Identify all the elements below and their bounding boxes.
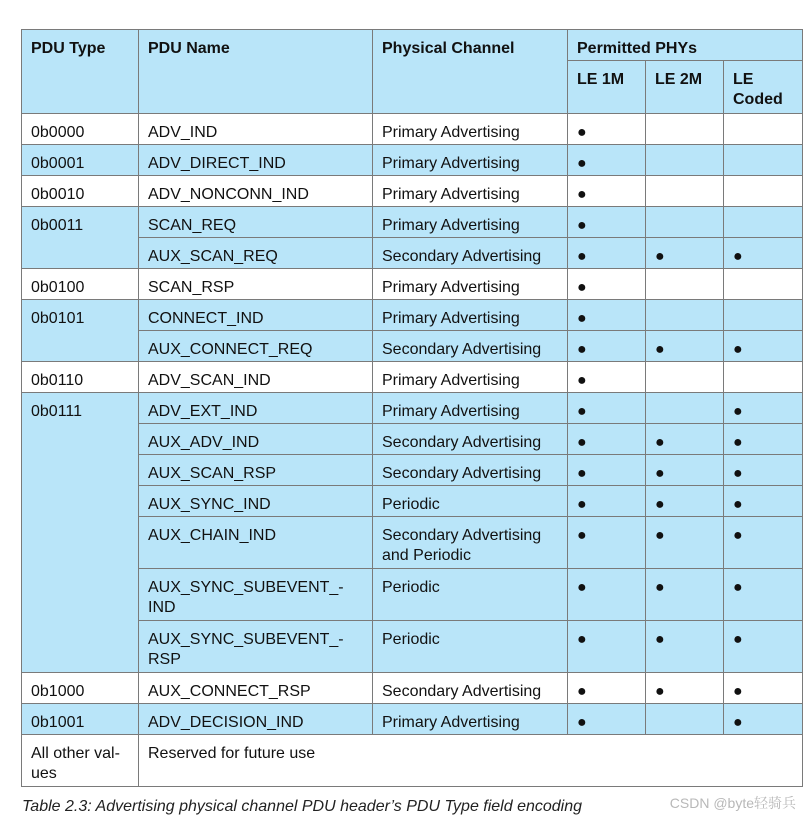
le2m-cell bbox=[646, 569, 724, 621]
table-row bbox=[22, 238, 803, 269]
le2m-cell bbox=[646, 176, 724, 207]
table-row bbox=[22, 269, 803, 300]
bullet-icon: ● bbox=[655, 631, 665, 648]
le2m-cell bbox=[646, 517, 724, 569]
pdu-type-cell: 0b0101 bbox=[22, 300, 139, 362]
physical-channel-cell: Primary Advertising bbox=[373, 704, 568, 735]
le1m-cell bbox=[568, 362, 646, 393]
physical-channel-cell: Secondary Advertising bbox=[373, 424, 568, 455]
bullet-icon: ● bbox=[577, 527, 587, 544]
header-le-2m: LE 2M bbox=[646, 61, 724, 114]
le1m-cell bbox=[568, 424, 646, 455]
header-le-1m: LE 1M bbox=[568, 61, 646, 114]
le2m-cell bbox=[646, 486, 724, 517]
table-row bbox=[22, 207, 803, 238]
lecoded-cell bbox=[724, 269, 803, 300]
table-body bbox=[22, 114, 803, 735]
reserved-text: Reserved for future use bbox=[139, 735, 803, 787]
table-row bbox=[22, 424, 803, 455]
pdu-type-cell: 0b1000 bbox=[22, 673, 139, 704]
physical-channel-cell: Primary Advertising bbox=[373, 393, 568, 424]
le1m-cell bbox=[568, 517, 646, 569]
bullet-icon: ● bbox=[577, 310, 587, 327]
le2m-cell bbox=[646, 269, 724, 300]
le2m-cell bbox=[646, 424, 724, 455]
lecoded-cell bbox=[724, 621, 803, 673]
le1m-cell bbox=[568, 704, 646, 735]
lecoded-cell bbox=[724, 673, 803, 704]
le2m-cell bbox=[646, 455, 724, 486]
le1m-cell bbox=[568, 486, 646, 517]
pdu-name-cell: ADV_DIRECT_IND bbox=[139, 145, 373, 176]
lecoded-cell bbox=[724, 145, 803, 176]
lecoded-cell bbox=[724, 238, 803, 269]
table-row bbox=[22, 176, 803, 207]
lecoded-cell bbox=[724, 331, 803, 362]
lecoded-cell bbox=[724, 424, 803, 455]
le1m-cell bbox=[568, 331, 646, 362]
le1m-cell bbox=[568, 238, 646, 269]
lecoded-cell bbox=[724, 114, 803, 145]
physical-channel-cell: Primary Advertising bbox=[373, 269, 568, 300]
bullet-icon: ● bbox=[733, 248, 743, 265]
le2m-cell bbox=[646, 393, 724, 424]
bullet-icon: ● bbox=[577, 434, 587, 451]
le1m-cell bbox=[568, 145, 646, 176]
bullet-icon: ● bbox=[733, 434, 743, 451]
bullet-icon: ● bbox=[577, 186, 587, 203]
pdu-name-cell: AUX_SYNC_SUBEVENT_-IND bbox=[139, 569, 373, 621]
bullet-icon: ● bbox=[733, 403, 743, 420]
pdu-name-cell: AUX_SCAN_REQ bbox=[139, 238, 373, 269]
le2m-cell bbox=[646, 145, 724, 176]
bullet-icon: ● bbox=[733, 714, 743, 731]
pdu-name-cell: AUX_CONNECT_RSP bbox=[139, 673, 373, 704]
le1m-cell bbox=[568, 207, 646, 238]
physical-channel-cell: Primary Advertising bbox=[373, 362, 568, 393]
physical-channel-cell: Primary Advertising bbox=[373, 145, 568, 176]
bullet-icon: ● bbox=[577, 155, 587, 172]
pdu-type-cell: 0b0100 bbox=[22, 269, 139, 300]
bullet-icon: ● bbox=[655, 579, 665, 596]
lecoded-cell bbox=[724, 517, 803, 569]
le2m-cell bbox=[646, 207, 724, 238]
physical-channel-cell: Periodic bbox=[373, 621, 568, 673]
le2m-cell bbox=[646, 621, 724, 673]
table-row bbox=[22, 517, 803, 569]
le1m-cell bbox=[568, 673, 646, 704]
le1m-cell bbox=[568, 455, 646, 486]
pdu-name-cell: CONNECT_IND bbox=[139, 300, 373, 331]
le2m-cell bbox=[646, 331, 724, 362]
bullet-icon: ● bbox=[655, 527, 665, 544]
watermark: CSDN @byte轻骑兵 bbox=[669, 795, 796, 811]
bullet-icon: ● bbox=[577, 248, 587, 265]
le2m-cell bbox=[646, 114, 724, 145]
bullet-icon: ● bbox=[577, 714, 587, 731]
le1m-cell bbox=[568, 393, 646, 424]
reserved-type: All other val-ues bbox=[22, 735, 139, 787]
table-row bbox=[22, 362, 803, 393]
bullet-icon: ● bbox=[733, 631, 743, 648]
physical-channel-cell: Secondary Advertising bbox=[373, 331, 568, 362]
le1m-cell bbox=[568, 269, 646, 300]
le2m-cell bbox=[646, 362, 724, 393]
bullet-icon: ● bbox=[577, 579, 587, 596]
le2m-cell bbox=[646, 300, 724, 331]
pdu-type-cell: 0b1001 bbox=[22, 704, 139, 735]
lecoded-cell bbox=[724, 362, 803, 393]
header-pdu-name: PDU Name bbox=[139, 30, 373, 114]
lecoded-cell bbox=[724, 704, 803, 735]
lecoded-cell bbox=[724, 176, 803, 207]
table-row bbox=[22, 455, 803, 486]
le1m-cell bbox=[568, 621, 646, 673]
pdu-type-cell: 0b0111 bbox=[22, 393, 139, 673]
header-pdu-type: PDU Type bbox=[22, 30, 139, 114]
pdu-name-cell: SCAN_REQ bbox=[139, 207, 373, 238]
pdu-name-cell: AUX_CHAIN_IND bbox=[139, 517, 373, 569]
physical-channel-cell: Secondary Advertising bbox=[373, 455, 568, 486]
table-row bbox=[22, 673, 803, 704]
bullet-icon: ● bbox=[577, 496, 587, 513]
physical-channel-cell: Primary Advertising bbox=[373, 300, 568, 331]
physical-channel-cell: Primary Advertising bbox=[373, 176, 568, 207]
header-permitted-phys: Permitted PHYs bbox=[568, 30, 803, 61]
bullet-icon: ● bbox=[577, 217, 587, 234]
header-physical-channel: Physical Channel bbox=[373, 30, 568, 114]
bullet-icon: ● bbox=[733, 579, 743, 596]
bullet-icon: ● bbox=[733, 465, 743, 482]
lecoded-cell bbox=[724, 486, 803, 517]
bullet-icon: ● bbox=[655, 683, 665, 700]
pdu-name-cell: SCAN_RSP bbox=[139, 269, 373, 300]
le1m-cell bbox=[568, 569, 646, 621]
le1m-cell bbox=[568, 176, 646, 207]
pdu-name-cell: ADV_IND bbox=[139, 114, 373, 145]
pdu-name-cell: AUX_SCAN_RSP bbox=[139, 455, 373, 486]
bullet-icon: ● bbox=[655, 434, 665, 451]
table-caption: Table 2.3: Advertising physical channel PDU header’s PDU Type field encoding bbox=[22, 798, 583, 815]
bullet-icon: ● bbox=[577, 683, 587, 700]
bullet-icon: ● bbox=[655, 496, 665, 513]
lecoded-cell bbox=[724, 300, 803, 331]
pdu-name-cell: ADV_SCAN_IND bbox=[139, 362, 373, 393]
pdu-name-cell: ADV_NONCONN_IND bbox=[139, 176, 373, 207]
pdu-name-cell: ADV_DECISION_IND bbox=[139, 704, 373, 735]
reserved-row bbox=[22, 735, 803, 787]
table-row bbox=[22, 300, 803, 331]
lecoded-cell bbox=[724, 207, 803, 238]
bullet-icon: ● bbox=[655, 465, 665, 482]
pdu-type-cell: 0b0010 bbox=[22, 176, 139, 207]
lecoded-cell bbox=[724, 393, 803, 424]
bullet-icon: ● bbox=[733, 341, 743, 358]
table-row bbox=[22, 621, 803, 673]
physical-channel-cell: Periodic bbox=[373, 486, 568, 517]
table-row bbox=[22, 704, 803, 735]
bullet-icon: ● bbox=[577, 372, 587, 389]
le1m-cell bbox=[568, 300, 646, 331]
lecoded-cell bbox=[724, 455, 803, 486]
bullet-icon: ● bbox=[577, 124, 587, 141]
physical-channel-cell: Primary Advertising bbox=[373, 207, 568, 238]
pdu-type-cell: 0b0011 bbox=[22, 207, 139, 269]
table-row bbox=[22, 486, 803, 517]
bullet-icon: ● bbox=[733, 683, 743, 700]
pdu-name-cell: AUX_SYNC_IND bbox=[139, 486, 373, 517]
bullet-icon: ● bbox=[577, 631, 587, 648]
physical-channel-cell: Secondary Advertising bbox=[373, 238, 568, 269]
table-row bbox=[22, 114, 803, 145]
physical-channel-cell: Periodic bbox=[373, 569, 568, 621]
bullet-icon: ● bbox=[577, 403, 587, 420]
bullet-icon: ● bbox=[577, 279, 587, 296]
pdu-name-cell: AUX_CONNECT_REQ bbox=[139, 331, 373, 362]
pdu-type-table bbox=[21, 29, 803, 787]
bullet-icon: ● bbox=[733, 496, 743, 513]
bullet-icon: ● bbox=[655, 341, 665, 358]
le2m-cell bbox=[646, 238, 724, 269]
le2m-cell bbox=[646, 704, 724, 735]
pdu-type-cell: 0b0001 bbox=[22, 145, 139, 176]
le1m-cell bbox=[568, 114, 646, 145]
pdu-name-cell: AUX_SYNC_SUBEVENT_-RSP bbox=[139, 621, 373, 673]
bullet-icon: ● bbox=[655, 248, 665, 265]
pdu-name-cell: ADV_EXT_IND bbox=[139, 393, 373, 424]
table-row bbox=[22, 145, 803, 176]
physical-channel-cell: Secondary Advertising and Periodic bbox=[373, 517, 568, 569]
header-le-coded: LE Coded bbox=[724, 61, 803, 114]
le2m-cell bbox=[646, 673, 724, 704]
pdu-type-cell: 0b0110 bbox=[22, 362, 139, 393]
pdu-name-cell: AUX_ADV_IND bbox=[139, 424, 373, 455]
bullet-icon: ● bbox=[577, 465, 587, 482]
table-row bbox=[22, 393, 803, 424]
bullet-icon: ● bbox=[733, 527, 743, 544]
physical-channel-cell: Secondary Advertising bbox=[373, 673, 568, 704]
physical-channel-cell: Primary Advertising bbox=[373, 114, 568, 145]
pdu-type-cell: 0b0000 bbox=[22, 114, 139, 145]
lecoded-cell bbox=[724, 569, 803, 621]
bullet-icon: ● bbox=[577, 341, 587, 358]
table-row bbox=[22, 331, 803, 362]
table-row bbox=[22, 569, 803, 621]
